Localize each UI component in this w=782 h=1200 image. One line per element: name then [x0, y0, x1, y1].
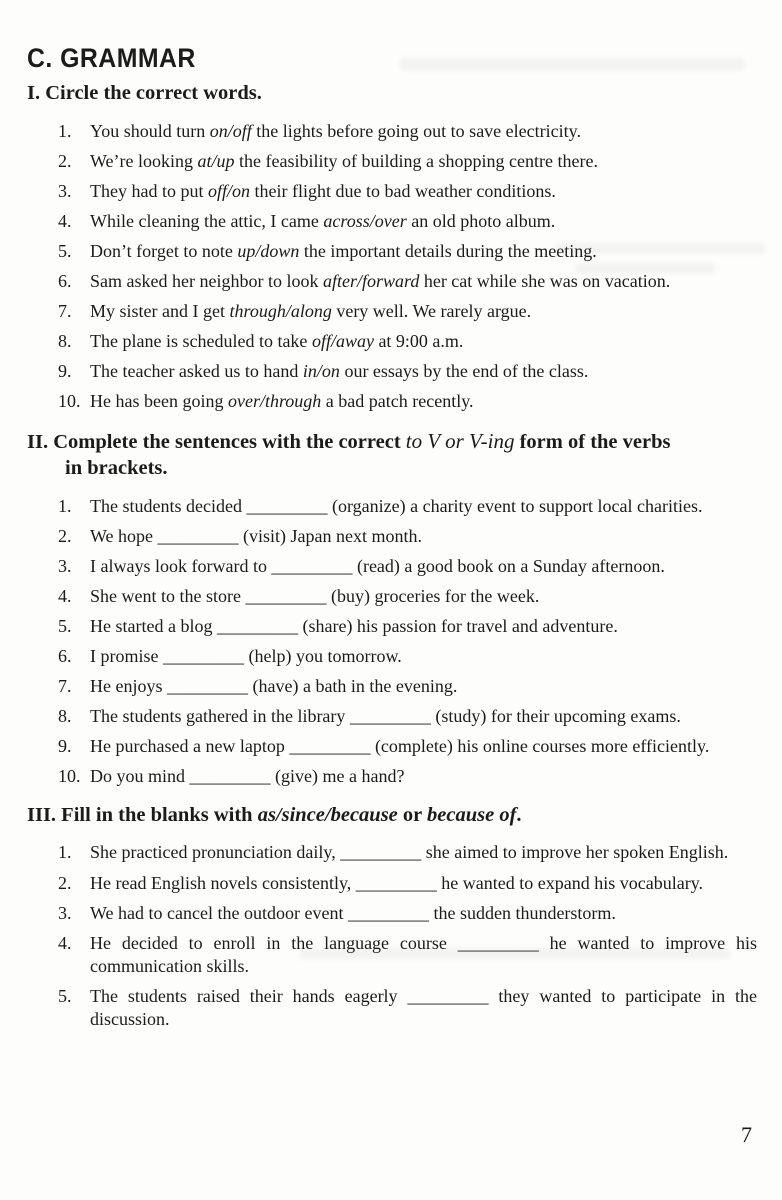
title-italic-2: because of: [427, 803, 517, 826]
sentence-post: (organize) a charity event to support local charities.: [327, 495, 703, 516]
exercise-item: [58, 765, 757, 788]
answer-blank: _________: [347, 902, 429, 923]
item-number: 5.: [58, 985, 72, 1006]
sentence-pre: He enjoys: [90, 675, 167, 696]
item-text: [90, 360, 757, 383]
sentence-pre: Sam asked her neighbor to look: [90, 271, 323, 292]
item-text: [90, 300, 757, 323]
sentence-post: (have) a bath in the evening.: [247, 675, 458, 696]
sentence-pre: Do you mind: [90, 765, 190, 786]
sentence-post: (help) you tomorrow.: [243, 645, 402, 666]
answer-blank: _________: [166, 675, 248, 696]
exercise-item: [58, 615, 757, 638]
sentence-post: (share) his passion for travel and adventure.: [297, 615, 618, 636]
exercise-item: [58, 555, 757, 578]
sentence-pre: The students raised their hands eagerly: [90, 985, 408, 1006]
exercise-item: [58, 390, 757, 413]
item-text: [90, 270, 757, 293]
answer-blank: _________: [157, 525, 239, 546]
section-1-title: I. Circle the correct words.: [27, 82, 262, 105]
item-number: 6.: [58, 645, 72, 666]
option-pair: in/on: [302, 361, 340, 382]
sentence-pre: She went to the store: [90, 585, 246, 606]
item-number: 5.: [58, 241, 72, 262]
answer-blank: _________: [189, 765, 271, 786]
item-number: 7.: [58, 301, 72, 322]
exercise-item: [58, 270, 757, 293]
sentence-post: an old photo album.: [406, 211, 556, 232]
item-number: 10.: [58, 765, 81, 786]
item-text: [90, 525, 757, 548]
item-text: [90, 902, 757, 925]
item-text: [90, 932, 757, 978]
item-number: 4.: [58, 585, 72, 606]
title-text-mid: or: [397, 803, 428, 826]
item-text: [90, 645, 757, 668]
exercise-item: [58, 210, 757, 233]
answer-blank: _________: [407, 985, 489, 1006]
sentence-pre: We’re looking: [90, 151, 198, 171]
item-number: 2.: [58, 872, 72, 893]
item-number: 1.: [58, 120, 72, 141]
exercise-item: [58, 300, 757, 323]
answer-blank: _________: [245, 585, 327, 606]
exercise-item: [58, 841, 757, 864]
sentence-pre: We had to cancel the outdoor event: [90, 902, 348, 923]
sentence-pre: The students decided: [90, 495, 247, 516]
item-number: 3.: [58, 555, 72, 576]
item-number: 3.: [58, 902, 72, 923]
answer-blank: _________: [271, 555, 353, 576]
section-2-title: [27, 428, 757, 481]
item-number: 5.: [58, 615, 72, 636]
item-text: [90, 210, 757, 233]
exercise-item: [58, 932, 757, 978]
exercise-item: [58, 645, 757, 668]
sentence-pre: The teacher asked us to hand: [90, 361, 303, 382]
title-italic-1: as/since/because: [257, 803, 398, 826]
sentence-pre: Don’t forget to note: [90, 241, 238, 262]
exercise-item: [58, 180, 757, 203]
sentence-pre: My sister and I get: [90, 301, 230, 322]
answer-blank: _________: [349, 705, 431, 726]
item-text: [90, 390, 757, 413]
item-text: [90, 985, 757, 1031]
item-text: [90, 735, 757, 758]
exercise-list-3: [58, 841, 757, 1030]
title-line2: in brackets.: [65, 456, 168, 479]
sentence-post: her cat while she was on vacation.: [419, 271, 671, 292]
item-number: 8.: [58, 705, 72, 726]
item-number: 2.: [58, 151, 72, 171]
item-text: [90, 180, 757, 203]
item-number: 1.: [58, 495, 72, 516]
item-text: [90, 495, 757, 518]
sentence-pre: He read English novels consistently,: [90, 872, 356, 893]
exercise-item: [58, 240, 757, 263]
item-number: 7.: [58, 675, 72, 696]
sentence-post: the lights before going out to save electricity.: [251, 120, 581, 141]
exercise-item: [58, 735, 757, 758]
option-pair: after/forward: [322, 271, 420, 292]
option-pair: off/on: [207, 181, 250, 202]
exercise-item: [58, 872, 757, 895]
exercise-item: [58, 675, 757, 698]
exercise-item: [58, 495, 757, 518]
sentence-post: (give) me a hand?: [270, 765, 405, 786]
item-number: 9.: [58, 735, 72, 756]
item-text: [90, 675, 757, 698]
title-text-pre: III. Fill in the blanks with: [27, 803, 258, 826]
item-text: [90, 872, 757, 895]
item-text: [90, 615, 757, 638]
answer-blank: _________: [246, 495, 328, 516]
option-pair: through/along: [229, 301, 332, 322]
answer-blank: _________: [457, 932, 539, 953]
answer-blank: _________: [216, 615, 298, 636]
item-text: [90, 555, 757, 578]
answer-blank: _________: [289, 735, 371, 756]
item-number: 4.: [58, 932, 72, 953]
exercise-item: [58, 585, 757, 608]
exercise-item: [58, 150, 757, 173]
option-pair: on/off: [209, 120, 252, 141]
item-number: 10.: [58, 391, 81, 412]
sentence-post: (buy) groceries for the week.: [326, 585, 540, 606]
sentence-post: our essays by the end of the class.: [339, 361, 589, 382]
sentence-pre: He decided to enroll in the language course: [90, 932, 458, 953]
sentence-post: (study) for their upcoming exams.: [430, 705, 681, 726]
sentence-post: the sudden thunderstorm.: [428, 902, 616, 923]
sentence-post: she aimed to improve her spoken English.: [421, 842, 729, 863]
sentence-pre: While cleaning the attic, I came: [90, 211, 324, 232]
sentence-pre: I always look forward to: [90, 555, 272, 576]
item-text: [90, 585, 757, 608]
answer-blank: _________: [162, 645, 244, 666]
section-3-title: [27, 803, 757, 829]
item-number: 4.: [58, 211, 72, 232]
item-number: 3.: [58, 181, 72, 202]
item-text: [90, 240, 757, 263]
sentence-post: the feasibility of building a shopping centre there.: [234, 151, 598, 171]
option-pair: up/down: [237, 241, 300, 262]
sentence-post: their flight due to bad weather conditions.: [250, 181, 556, 202]
title-text-end: .: [516, 803, 522, 826]
title-italic: to V or V-ing: [405, 429, 515, 454]
sentence-pre: I promise: [90, 645, 163, 666]
item-number: 9.: [58, 361, 72, 382]
exercise-item: [58, 985, 757, 1031]
sentence-post: they wanted to participate in the discussion.: [90, 985, 758, 1029]
sentence-pre: We hope: [90, 525, 158, 546]
page-number: 7: [741, 1122, 752, 1147]
exercise-item: [58, 330, 757, 353]
exercise-item: [58, 120, 757, 143]
sentence-pre: The plane is scheduled to take: [90, 331, 312, 352]
answer-blank: _________: [340, 842, 422, 863]
sentence-pre: He has been going: [90, 391, 228, 412]
item-text: [90, 330, 757, 353]
title-text-post: form of the verbs: [514, 431, 671, 454]
sentence-pre: You should turn: [90, 120, 210, 141]
sentence-post: the important details during the meeting.: [299, 241, 597, 262]
title-text-pre: II. Complete the sentences with the correct: [27, 431, 406, 454]
exercise-item: [58, 902, 757, 925]
sentence-post: (visit) Japan next month.: [238, 525, 423, 546]
sentence-pre: They had to put: [90, 181, 208, 202]
page-title: C. GRAMMAR: [27, 43, 196, 73]
sentence-pre: He started a blog: [90, 615, 217, 636]
item-number: 8.: [58, 331, 72, 352]
exercise-list-1: [58, 120, 757, 413]
item-text: [90, 841, 757, 864]
sentence-post: very well. We rarely argue.: [331, 301, 532, 322]
item-number: 6.: [58, 271, 72, 292]
option-pair: at/up: [197, 151, 235, 171]
sentence-post: a bad patch recently.: [321, 391, 474, 412]
sentence-pre: The students gathered in the library: [90, 705, 350, 726]
sentence-post: he wanted to improve his communication skills.: [90, 932, 757, 976]
sentence-post: (read) a good book on a Sunday afternoon.: [352, 555, 665, 576]
option-pair: over/through: [227, 391, 322, 412]
item-number: 1.: [58, 842, 72, 863]
exercise-item: [58, 360, 757, 383]
exercise-item: [58, 525, 757, 548]
item-text: [90, 120, 757, 143]
sentence-pre: She practiced pronunciation daily,: [90, 842, 341, 863]
answer-blank: _________: [355, 872, 437, 893]
option-pair: off/away: [311, 331, 374, 352]
sentence-post: at 9:00 a.m.: [373, 331, 464, 352]
sentence-pre: He purchased a new laptop: [90, 735, 290, 756]
item-number: 2.: [58, 525, 72, 546]
sentence-post: (complete) his online courses more efficiently.: [370, 735, 710, 756]
exercise-list-2: [58, 495, 757, 788]
exercise-item: [58, 705, 757, 728]
item-text: [90, 150, 757, 173]
item-text: [90, 705, 757, 728]
sentence-post: he wanted to expand his vocabulary.: [436, 872, 704, 893]
option-pair: across/over: [323, 211, 407, 232]
item-text: [90, 765, 757, 788]
